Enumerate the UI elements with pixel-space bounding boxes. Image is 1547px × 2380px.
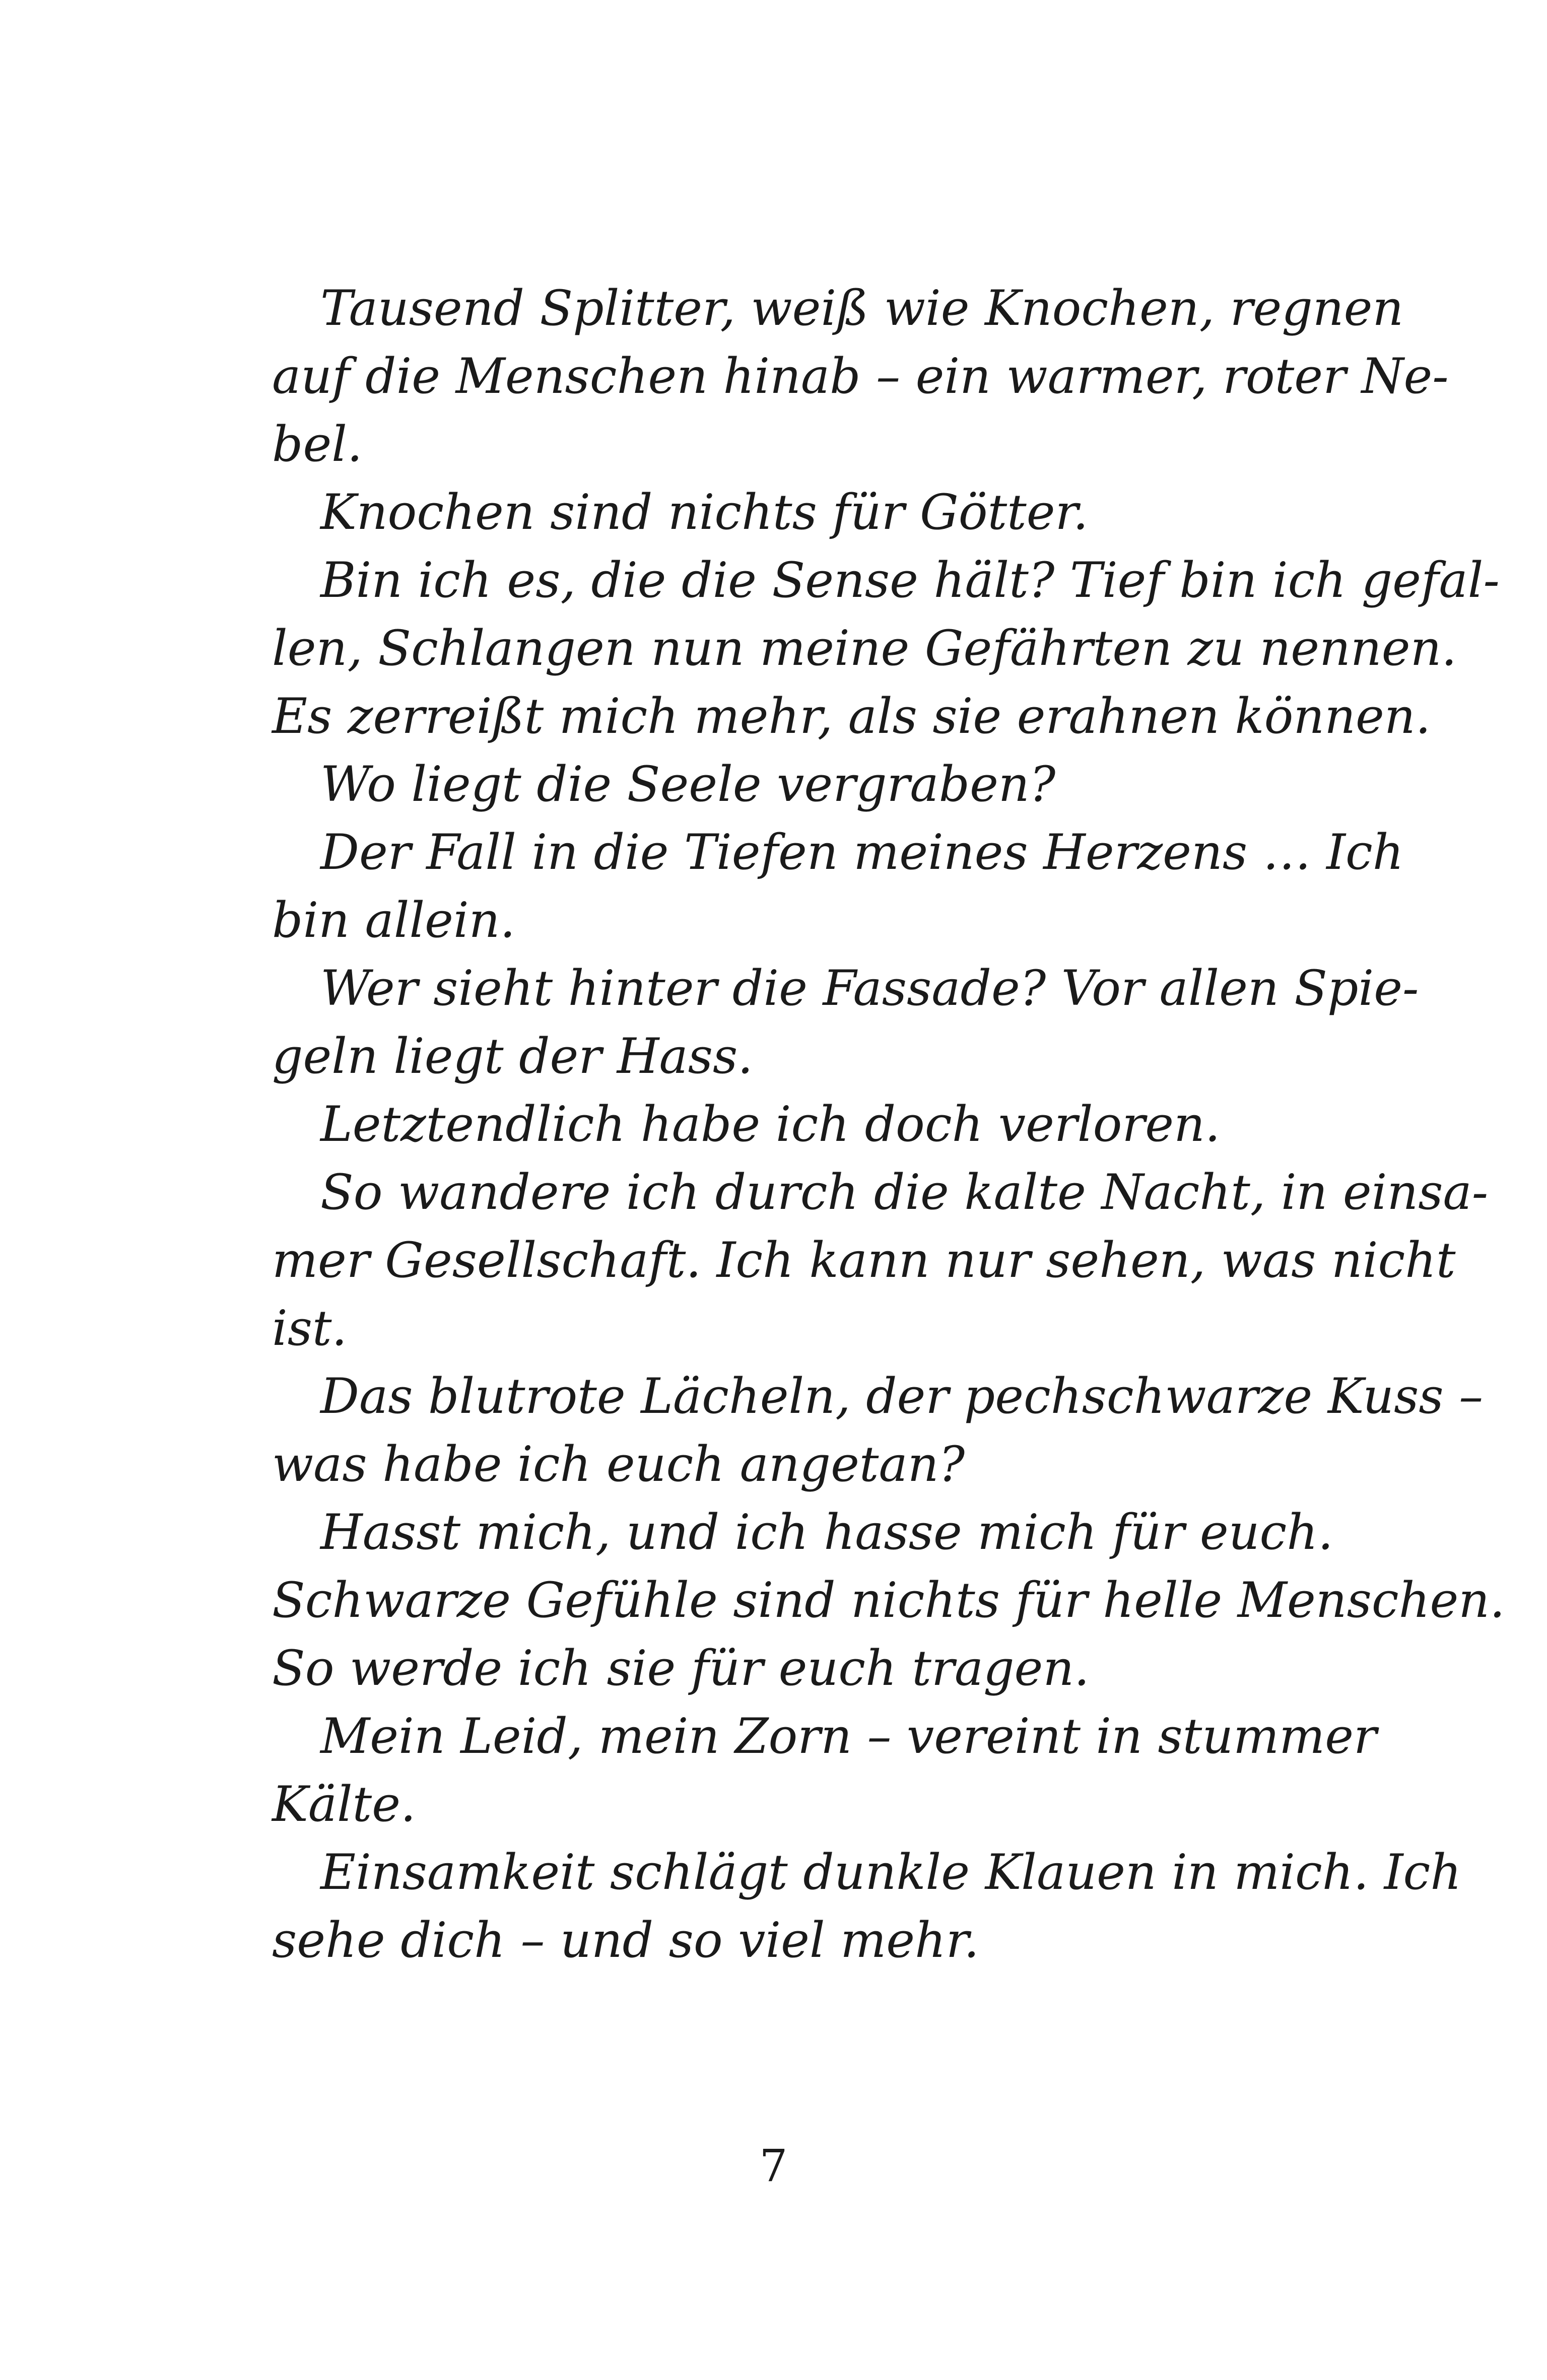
text-line: Wer sieht hinter die Fassade? Vor allen Spie- [320,960,1419,1016]
text-line: mer Gesellschaft. Ich kann nur sehen, was nicht [272,1232,1456,1288]
text-line: bel. [272,416,363,472]
text-line: Der Fall in die Tiefen meines Herzens … Ich [320,824,1404,880]
text-line: Schwarze Gefühle sind nichts für helle Menschen. [272,1572,1505,1628]
paragraph [272,1839,1462,1975]
text-line: So wandere ich durch die kalte Nacht, in einsa- [320,1164,1489,1220]
paragraph [272,547,1500,751]
paragraph [272,1703,1377,1839]
text-line: Wo liegt die Seele vergraben? [320,756,1056,812]
text-line: auf die Menschen hinab – ein warmer, roter Ne- [272,348,1449,404]
text-line: geln liegt der Hass. [272,1028,753,1084]
text-line: Bin ich es, die die Sense hält? Tief bin ich gefal- [320,552,1500,608]
text-line: Kälte. [272,1776,416,1832]
text-line: bin allein. [272,892,515,948]
paragraph [272,275,1449,479]
text-line: Tausend Splitter, weiß wie Knochen, regnen [320,280,1404,336]
paragraph [272,479,1267,547]
text-line: So werde ich sie für euch tragen. [272,1640,1090,1696]
text-line: Einsamkeit schlägt dunkle Klauen in mich. Ich [320,1844,1462,1900]
paragraph [272,1499,1505,1703]
body-text [272,275,1505,1975]
text-line: was habe ich euch angetan? [272,1436,965,1492]
text-line: Letztendlich habe ich doch verloren. [320,1096,1221,1152]
text-line: ist. [272,1300,348,1356]
page-number: 7 [759,2140,788,2192]
text-line: Das blutrote Lächeln, der pechschwarze Kuss – [320,1368,1484,1424]
paragraph [272,1091,1267,1159]
paragraph [272,1159,1489,1363]
text-line: Hasst mich, und ich hasse mich für euch. [320,1504,1333,1560]
text-line: sehe dich – und so viel mehr. [272,1912,979,1968]
paragraph [272,751,1267,819]
text-line: Mein Leid, mein Zorn – vereint in stummer [320,1708,1377,1764]
paragraph [272,819,1404,955]
text-line: len, Schlangen nun meine Gefährten zu nennen. [272,620,1457,676]
paragraph [272,955,1419,1091]
paragraph [272,1363,1484,1499]
text-line: Es zerreißt mich mehr, als sie erahnen können. [272,688,1431,744]
text-line: Knochen sind nichts für Götter. [320,484,1089,540]
